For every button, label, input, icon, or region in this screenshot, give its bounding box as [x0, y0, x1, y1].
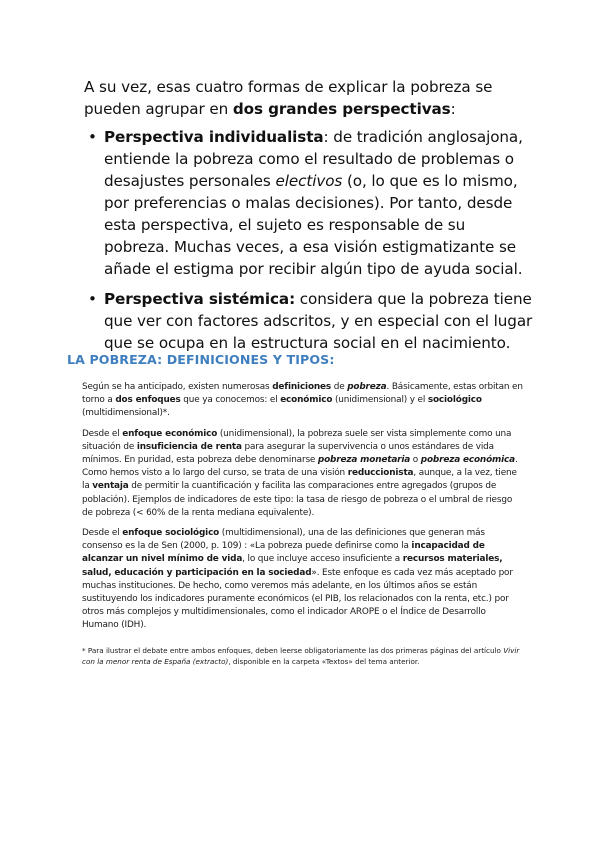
list-item-sistemica — [84, 288, 534, 354]
list-item-individualista — [84, 126, 534, 280]
bullet-title: Perspectiva sistémica: — [104, 290, 296, 308]
paragraph-economic: Desde el enfoque económico (unidimensional), la pobreza suele ser vista simplemente como una situación de insuficiencia de renta para asegurar la supervivencia o unos estándares de vida mínimos. En puridad, esta pobreza debe denominarse pobreza monetaria o pobreza económica. Como hemos visto a lo largo del curso, se trata de una visión reduccionista, aunque, a la vez, tiene la ventaja de permitir la cuantificación y facilita las comparaciones entre agregados (grupos de población). Ejemplos de indicadores de este tipo: la tasa de riesgo de pobreza o el umbral de riesgo de pobreza (< 60% de la renta mediana equivalente). — [82, 428, 518, 518]
intro-block — [84, 76, 534, 362]
intro-text: A su vez, esas cuatro formas de explicar la pobreza se pueden agrupar en — [84, 78, 493, 118]
bullet-italic: electivos — [275, 172, 343, 190]
paragraph-definitions: Según se ha anticipado, existen numerosas definiciones de pobreza. Básicamente, estas orbitan en torno a dos enfoques que ya conocemos: el económico (unidimensional) y el sociológico (multidimensional)*. — [82, 382, 523, 419]
intro-emphasis: dos grandes perspectivas — [232, 100, 451, 118]
intro-text-end: : — [450, 100, 456, 118]
footnote-text: * Para ilustrar el debate entre ambos enfoques, deben leerse obligatoriamente las dos primeras páginas del artículo Vivir con la menor renta de España (extracto), disponible en la carpeta «Textos» del tema anterior. — [82, 646, 520, 666]
bullet-text-cont: (o, lo que es lo mismo, por preferencias o malas decisiones). Por tanto, desde esta perspectiva, el sujeto es responsable de su pobreza. Muchas veces, a esa visión estigmatizante se añade el estigma por recibir algún tipo de ayuda social. — [104, 172, 523, 278]
intro-paragraph — [84, 76, 534, 120]
section-heading: LA POBREZA: DEFINICIONES Y TIPOS: — [67, 352, 335, 367]
bullet-title: Perspectiva individualista — [104, 128, 324, 146]
paragraph-sociological: Desde el enfoque sociológico (multidimensional), una de las definiciones que generan más consenso es la de Sen (2000, p. 109) : «La pobreza puede definirse como la incapacidad de alcanzar un nivel mínimo de vida, lo que incluye acceso insuficiente a recursos materiales, salud, educación y participación en la sociedad». Este enfoque es cada vez más aceptado por muchas instituciones. De hecho, como veremos más adelante, en los últimos años se están sustituyendo los indicadores puramente económicos (el PIB, los relacionados con la renta, etc.) por otros más complejos y multidimensionales, como el indicador AROPE o el Índice de Desarrollo Humano (IDH). — [82, 528, 513, 631]
footnote — [82, 646, 530, 668]
bullet-icon: • — [88, 128, 97, 146]
bullet-icon: • — [88, 290, 97, 308]
perspectives-list — [84, 126, 534, 354]
body-text — [82, 381, 524, 640]
bullet-text: considera que la pobreza tiene que ver con factores adscritos, y en especial con el lugar que se ocupa en la estructura social en el nacimiento. — [104, 290, 533, 352]
bullet-text: : de tradición anglosajona, entiende la pobreza como el resultado de problemas o desajustes personales — [104, 128, 523, 190]
